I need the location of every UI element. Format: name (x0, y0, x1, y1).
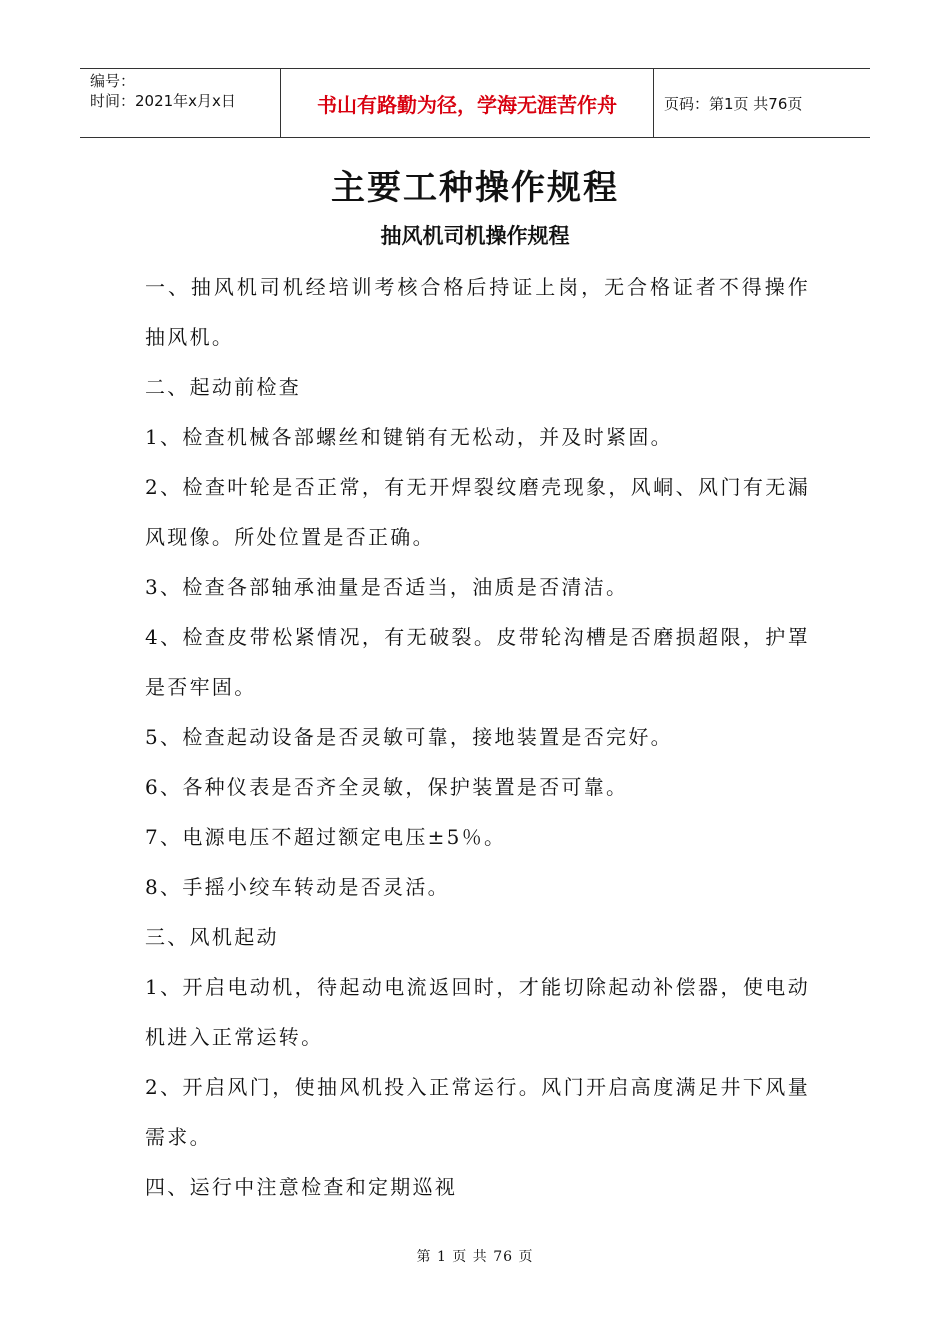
page-footer: 第 1 页 共 76 页 (416, 1249, 534, 1265)
paragraph: 7、电源电压不超过额定电压±5％。 (145, 825, 507, 849)
paragraph: 3、检查各部轴承油量是否适当，油质是否清洁。 (145, 575, 629, 599)
header-time-label: 时间：2021年x月x日 (90, 92, 236, 110)
header-meta-cell (80, 69, 281, 137)
paragraph: 一、抽风机司机经培训考核合格后持证上岗，无合格证者不得操作抽风机。 (145, 275, 810, 349)
paragraph: 8、手摇小绞车转动是否灵活。 (145, 875, 450, 899)
document-header-table (80, 68, 870, 138)
paragraph: 2、检查叶轮是否正常，有无开焊裂纹磨壳现象，风峒、风门有无漏风现像。所处位置是否正确。 (145, 475, 810, 549)
document-subtitle: 抽风机司机操作规程 (380, 224, 570, 248)
paragraph: 1、检查机械各部螺丝和键销有无松动，并及时紧固。 (145, 425, 673, 449)
header-motto: 书山有路勤为径，学海无涯苦作舟 (281, 69, 654, 137)
paragraph: 5、检查起动设备是否灵敏可靠，接地装置是否完好。 (145, 725, 673, 749)
document-body (145, 262, 810, 1212)
paragraph: 1、开启电动机，待起动电流返回时，才能切除起动补偿器，使电动机进入正常运转。 (145, 975, 810, 1049)
paragraph: 2、开启风门，使抽风机投入正常运行。风门开启高度满足井下风量需求。 (145, 1075, 810, 1149)
header-page-cell (654, 69, 870, 137)
section-heading: 二、起动前检查 (145, 375, 302, 399)
section-heading: 四、运行中注意检查和定期巡视 (145, 1175, 458, 1199)
header-number-label: 编号： (90, 72, 136, 90)
section-heading: 三、风机起动 (145, 925, 279, 949)
paragraph: 6、各种仪表是否齐全灵敏，保护装置是否可靠。 (145, 775, 629, 799)
header-page-label: 页码：第1页 共76页 (664, 94, 803, 113)
document-title: 主要工种操作规程 (331, 168, 619, 208)
paragraph: 4、检查皮带松紧情况，有无破裂。皮带轮沟槽是否磨损超限，护罩是否牢固。 (145, 625, 810, 699)
